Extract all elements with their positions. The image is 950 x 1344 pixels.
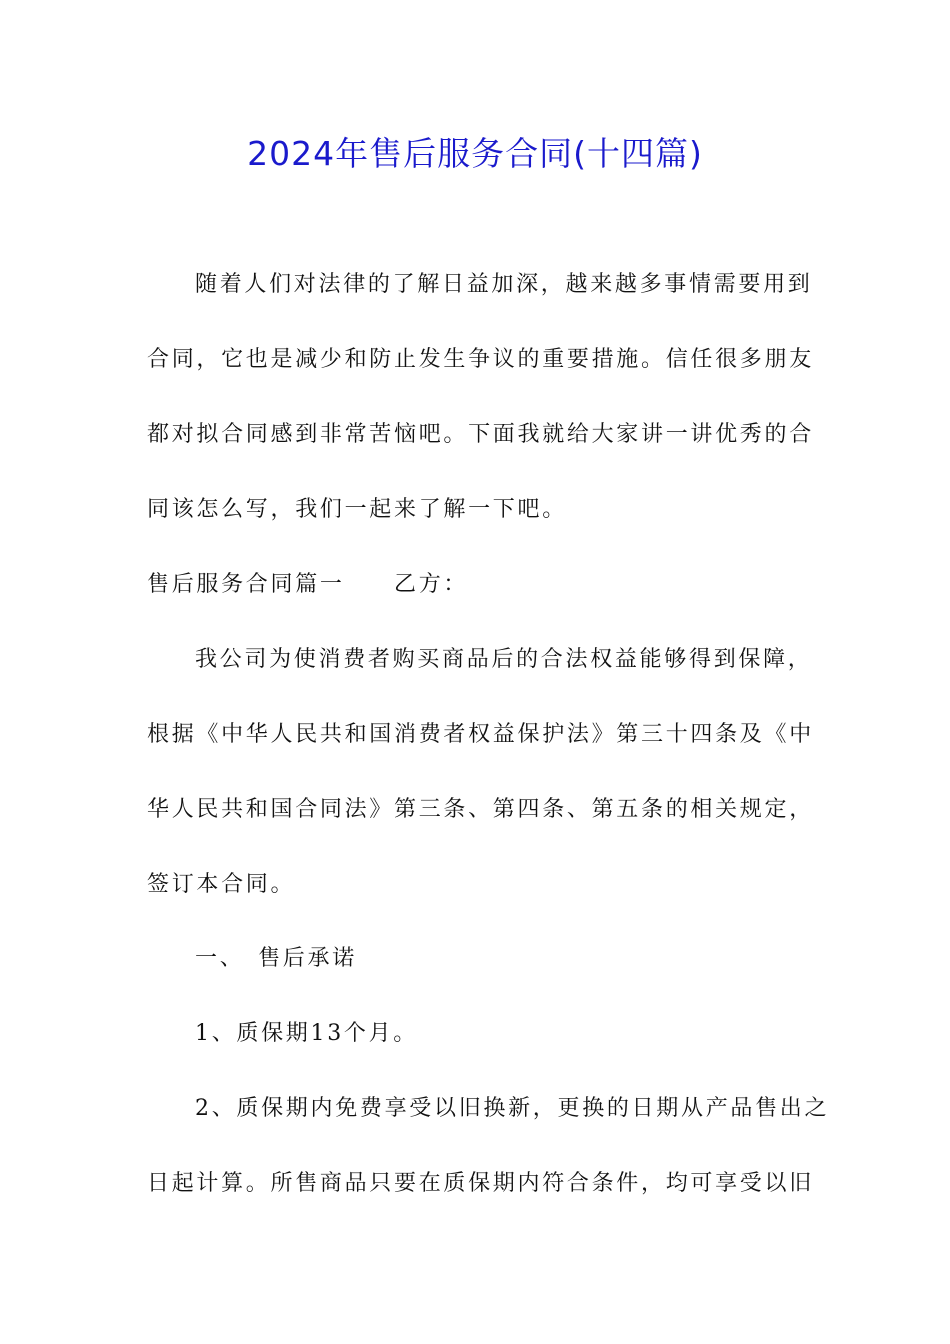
paragraph-line: 同该怎么写，我们一起来了解一下吧。 (147, 497, 567, 522)
paragraph-line: 日起计算。所售商品只要在质保期内符合条件，均可享受以旧 (147, 1171, 814, 1196)
paragraph-line: 合同，它也是减少和防止发生争议的重要措施。信任很多朋友 (147, 347, 814, 372)
paragraph-line: 根据《中华人民共和国消费者权益保护法》第三十四条及《中 (147, 722, 814, 747)
paragraph-line: 华人民共和国合同法》第三条、第四条、第五条的相关规定， (147, 797, 814, 822)
subsection-heading: 一、 售后承诺 (195, 946, 357, 971)
list-item: 2、质保期内免费享受以旧换新，更换的日期从产品售出之 (195, 1096, 830, 1121)
paragraph-line: 都对拟合同感到非常苦恼吧。下面我就给大家讲一讲优秀的合 (147, 422, 814, 447)
section-heading: 售后服务合同篇一 乙方： (147, 572, 469, 597)
list-item: 1、质保期13个月。 (195, 1021, 418, 1046)
paragraph-line: 我公司为使消费者购买商品后的合法权益能够得到保障， (195, 647, 813, 672)
paragraph-line: 随着人们对法律的了解日益加深，越来越多事情需要用到 (195, 272, 813, 297)
paragraph-line: 签订本合同。 (147, 872, 296, 897)
document-title: 2024年售后服务合同(十四篇) (247, 134, 703, 173)
